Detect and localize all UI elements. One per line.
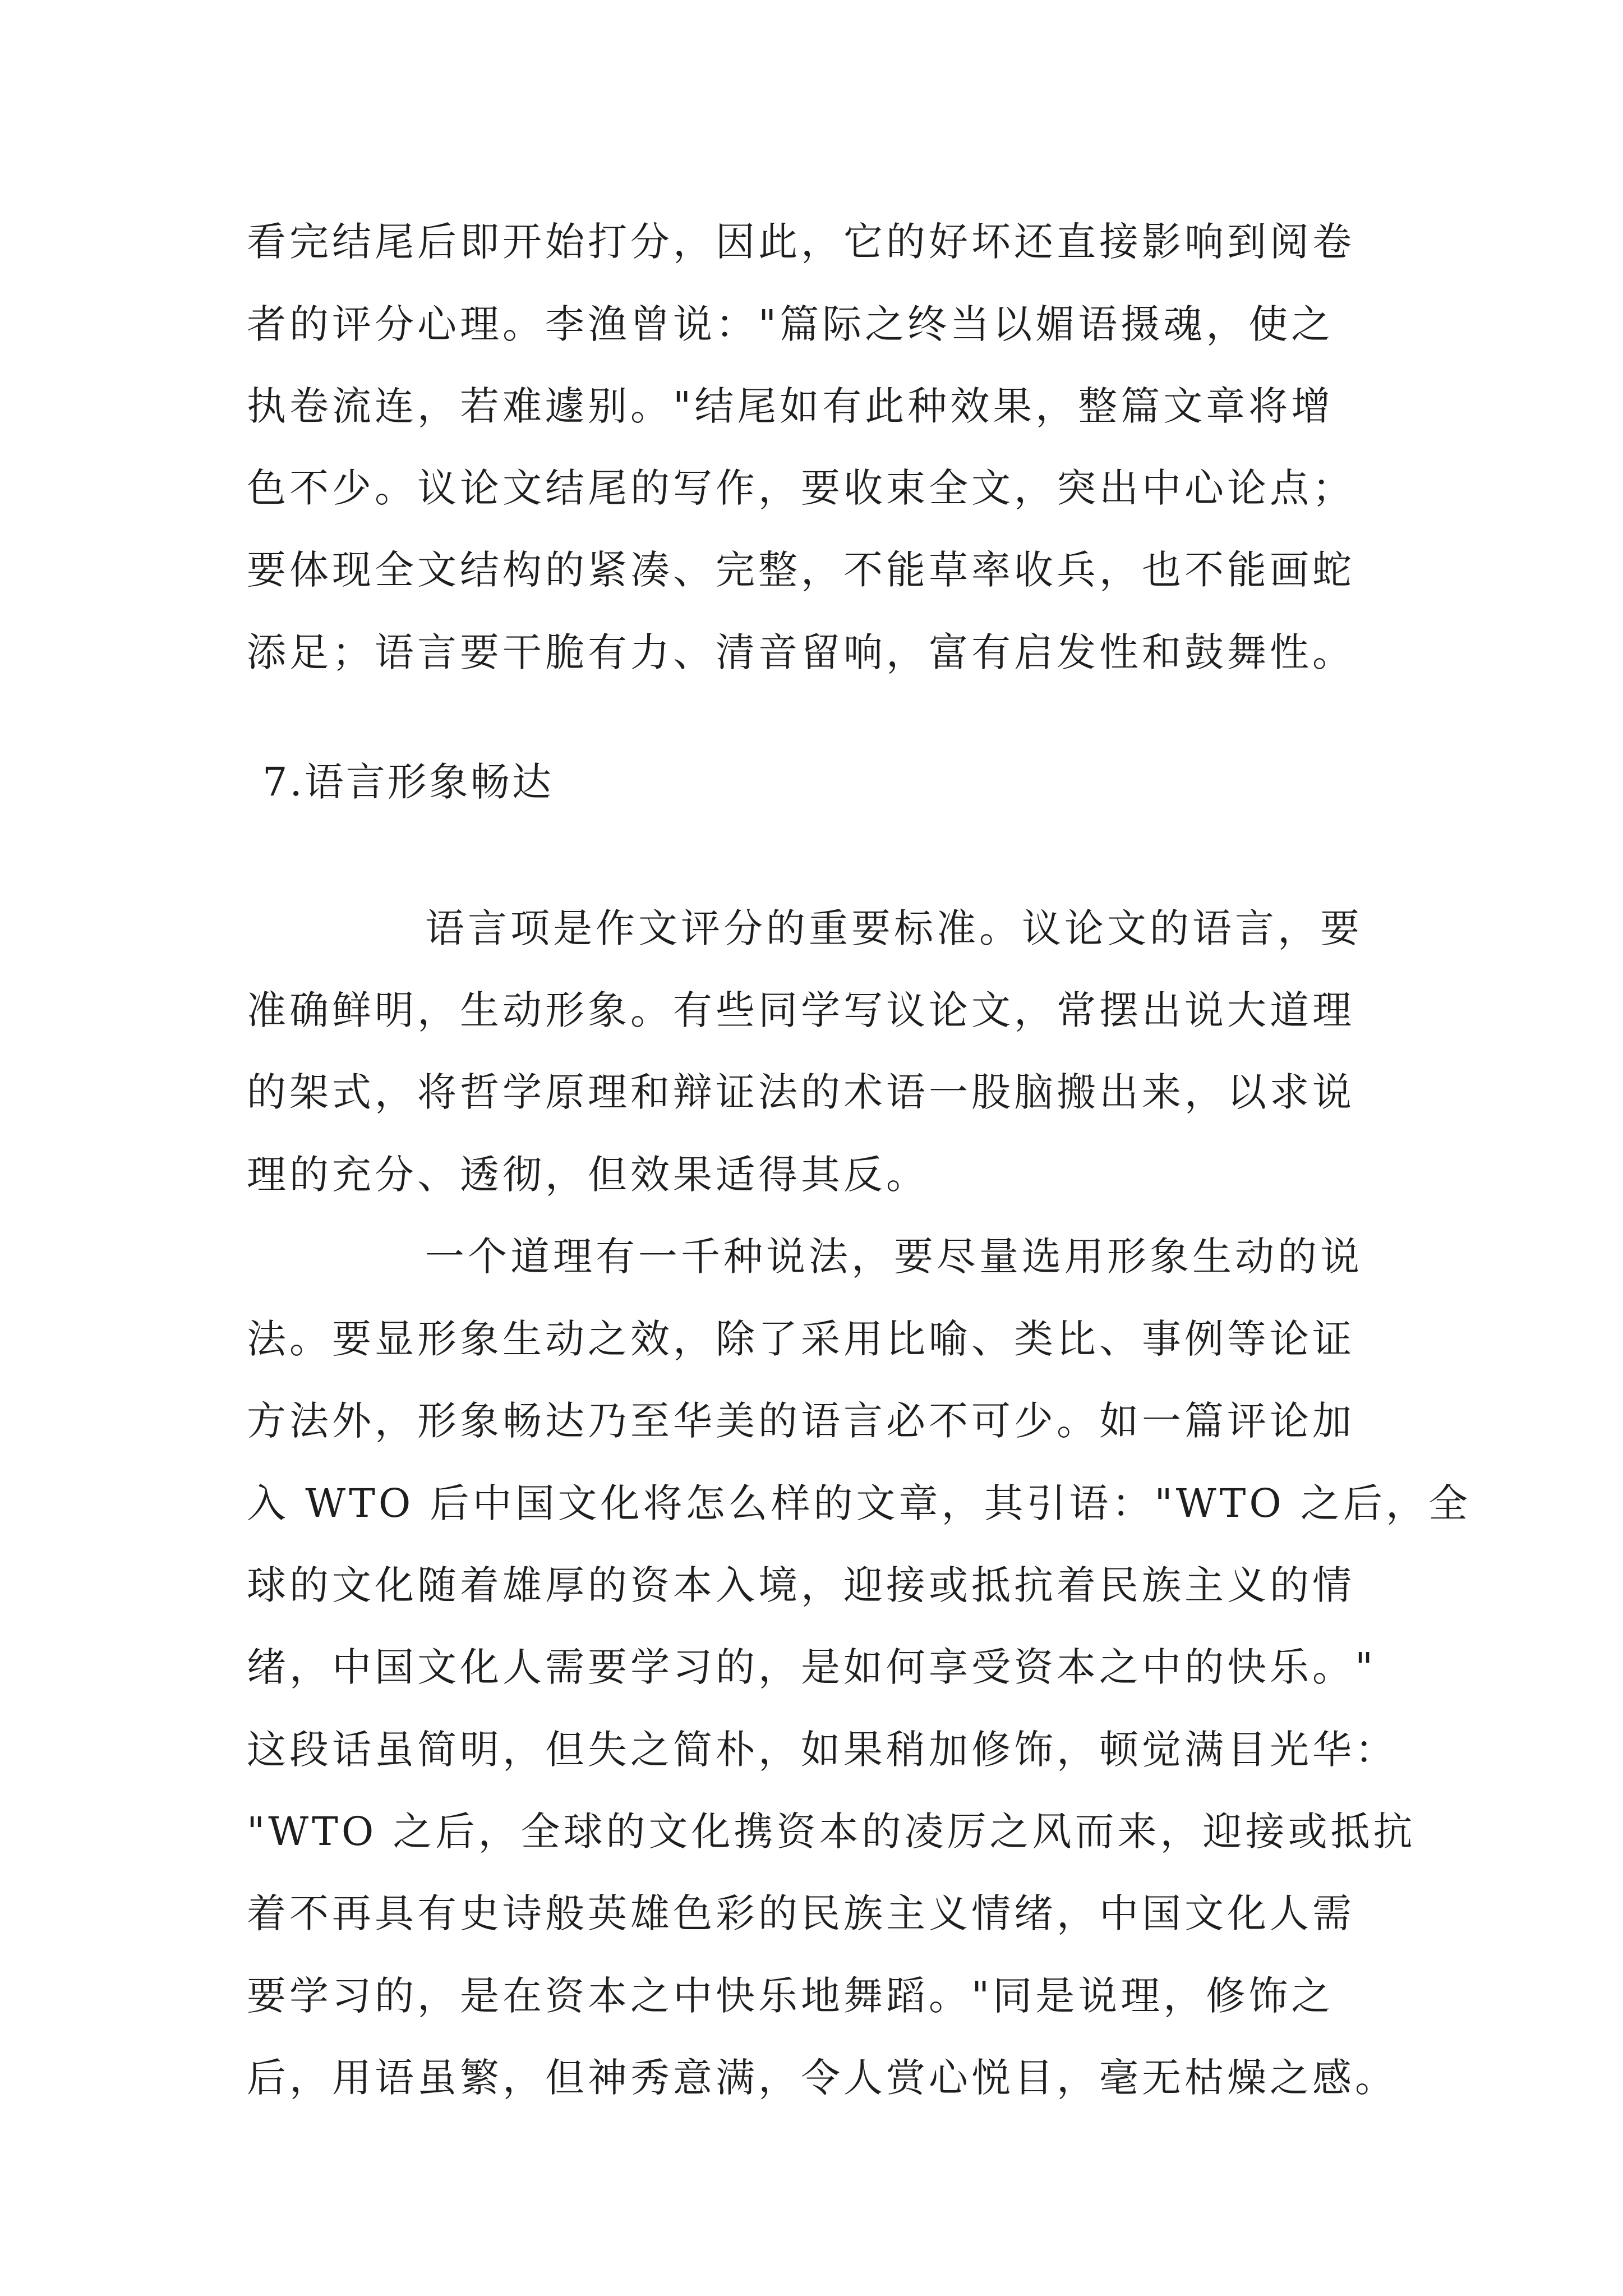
paragraph-line: 入 WTO 后中国文化将怎么样的文章，其引语："WTO 之后，全 <box>247 1480 1471 1526</box>
paragraph-line: 要学习的，是在资本之中快乐地舞蹈。"同是说理，修饰之 <box>247 1973 1334 2019</box>
paragraph-line: 语言项是作文评分的重要标准。议论文的语言，要 <box>425 905 1363 951</box>
paragraph-line: 添足；语言要干脆有力、清音留响，富有启发性和鼓舞性。 <box>247 629 1355 675</box>
paragraph-line: 色不少。议论文结尾的写作，要收束全文，突出中心论点； <box>247 465 1355 511</box>
paragraph-line: 一个道理有一千种说法，要尽量选用形象生动的说 <box>425 1234 1363 1280</box>
paragraph-line: 球的文化随着雄厚的资本入境，迎接或抵抗着民族主义的情 <box>247 1562 1355 1608</box>
paragraph-line: 理的充分、透彻，但效果适得其反。 <box>247 1152 929 1198</box>
paragraph-line: 者的评分心理。李渔曾说："篇际之终当以媚语摄魂，使之 <box>247 301 1334 347</box>
paragraph-line: 看完结尾后即开始打分，因此，它的好坏还直接影响到阅卷 <box>247 219 1355 265</box>
paragraph-line: 法。要显形象生动之效，除了采用比喻、类比、事例等论证 <box>247 1316 1355 1362</box>
paragraph-line: 执卷流连，若难遽别。"结尾如有此种效果，整篇文章将增 <box>247 383 1334 429</box>
paragraph-line: 准确鲜明，生动形象。有些同学写议论文，常摆出说大道理 <box>247 987 1355 1033</box>
paragraph-line: 着不再具有史诗般英雄色彩的民族主义情绪，中国文化人需 <box>247 1890 1355 1936</box>
section-heading: 7.语言形象畅达 <box>262 759 554 805</box>
paragraph-line: 这段话虽简明，但失之简朴，如果稍加修饰，顿觉满目光华： <box>247 1727 1398 1773</box>
paragraph-line: 方法外，形象畅达乃至华美的语言必不可少。如一篇评论加 <box>247 1398 1355 1444</box>
paragraph-line: 要体现全文结构的紧凑、完整，不能草率收兵，也不能画蛇 <box>247 547 1355 593</box>
paragraph-line: 后，用语虽繁，但神秀意满，令人赏心悦目，毫无枯燥之感。 <box>247 2055 1398 2101</box>
paragraph-line: "WTO 之后，全球的文化携资本的凌厉之风而来，迎接或抵抗 <box>247 1809 1416 1855</box>
paragraph-line: 绪，中国文化人需要学习的，是如何享受资本之中的快乐。" <box>247 1644 1377 1690</box>
paragraph-line: 的架式，将哲学原理和辩证法的术语一股脑搬出来，以求说 <box>247 1069 1355 1115</box>
